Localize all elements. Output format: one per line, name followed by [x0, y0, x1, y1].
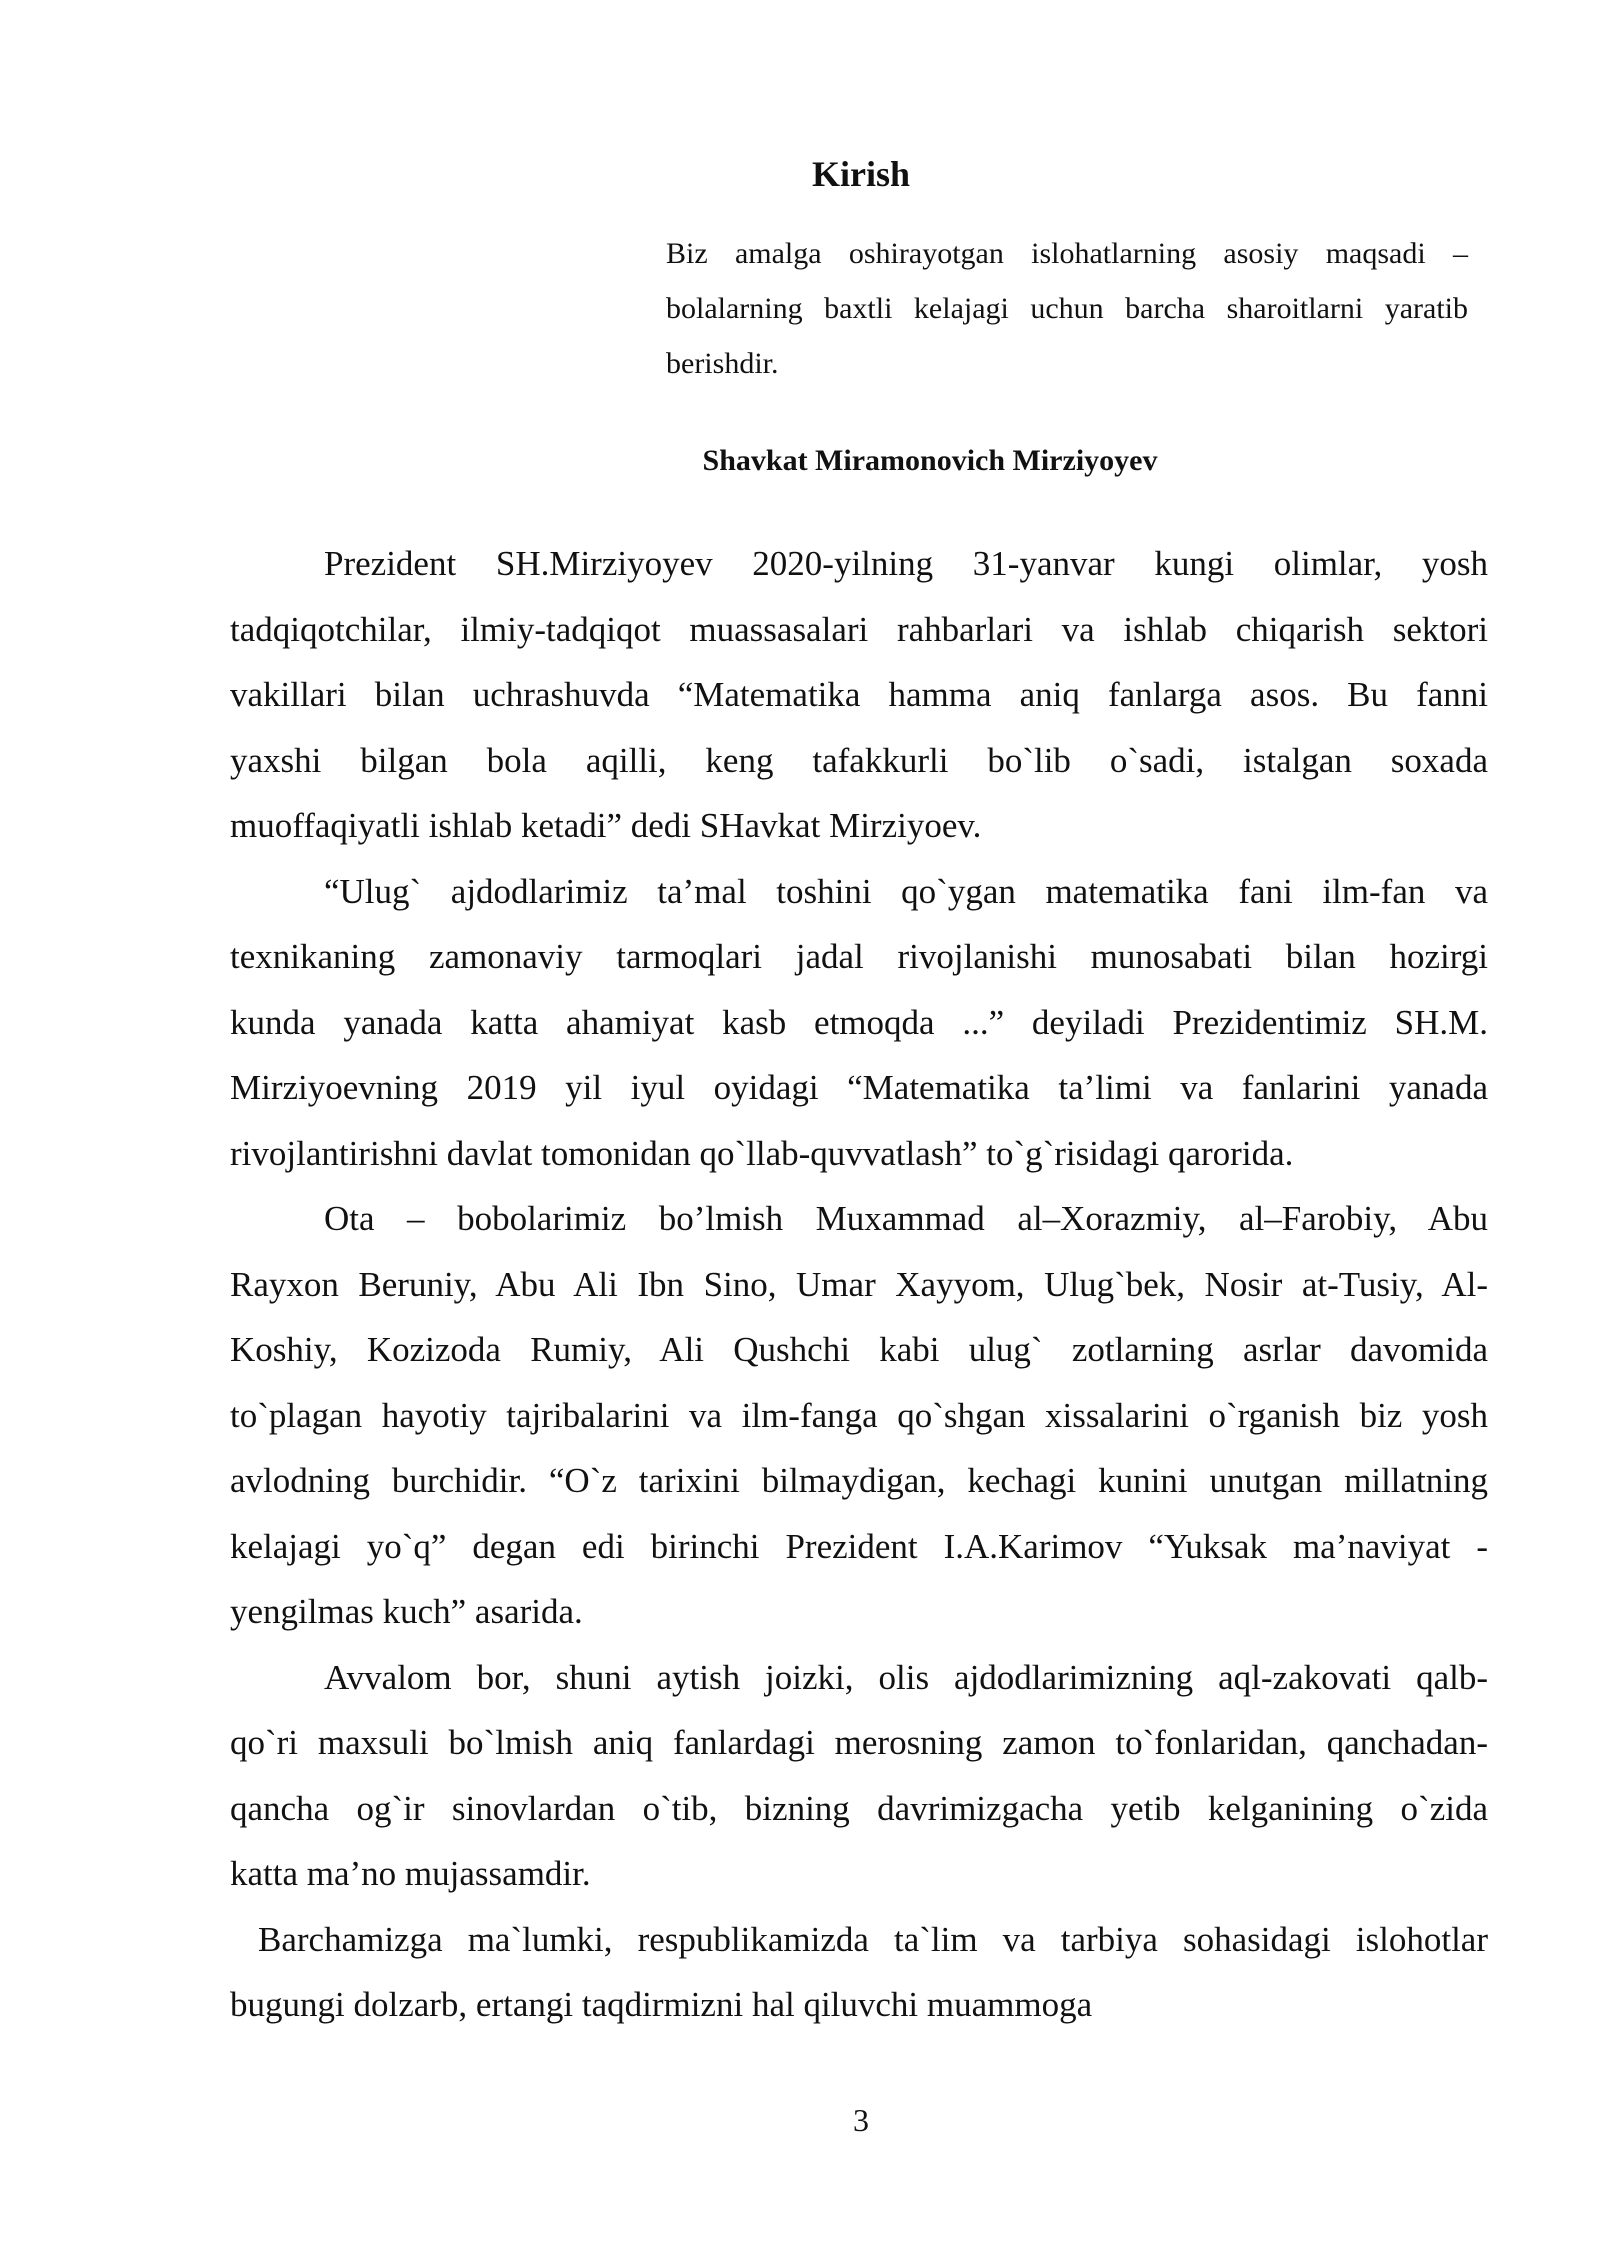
paragraph-line: vakillari bilan uchrashuvda “Matematika hamma aniq fanlarga asos. Bu fanni	[230, 675, 1488, 714]
paragraph-line: qancha og`ir sinovlardan o`tib, bizning davrimizgacha yetib kelganining o`zida	[230, 1788, 1488, 1828]
epigraph	[666, 230, 1468, 395]
page-number: 3	[853, 2102, 869, 2138]
paragraph-line: kunda yanada katta ahamiyat kasb etmoqda ...” deyiladi Prezidentimiz SH.M.	[230, 1002, 1488, 1042]
paragraph-line: texnikaning zamonaviy tarmoqlari jadal rivojlanishi munosabati bilan hozirgi	[230, 937, 1488, 976]
paragraph-line: yaxshi bilgan bola aqilli, keng tafakkurli bo`lib o`sadi, istalgan soxada	[230, 740, 1488, 780]
paragraph-line: Avvalom bor, shuni aytish joizki, olis ajdodlarimizning aql-zakovati qalb-	[324, 1657, 1488, 1697]
paragraph-line: Koshiy, Kozizoda Rumiy, Ali Qushchi kabi ulug` zotlarning asrlar davomida	[230, 1330, 1488, 1369]
paragraph-line: yengilmas kuch” asarida.	[230, 1592, 583, 1631]
paragraph-line: Ota – bobolarimiz bo’lmish Muxammad al–Xorazmiy, al–Farobiy, Abu	[324, 1199, 1488, 1238]
epigraph-line: berishdir.	[666, 347, 779, 380]
paragraph-line: kelajagi yo`q” degan edi birinchi Prezident I.A.Karimov “Yuksak ma’naviyat -	[230, 1526, 1488, 1566]
paragraph-line: Prezident SH.Mirziyoyev 2020-yilning 31-yanvar kungi olimlar, yosh	[324, 544, 1488, 583]
paragraph-line: to`plagan hayotiy tajribalarini va ilm-fanga qo`shgan xissalarini o`rganish biz yosh	[230, 1395, 1488, 1435]
epigraph-line: bolalarning baxtli kelajagi uchun barcha sharoitlarni yaratib	[666, 292, 1468, 325]
paragraph-line: “Ulug` ajdodlarimiz ta’mal toshini qo`ygan matematika fani ilm-fan va	[324, 871, 1488, 911]
paragraph-line: avlodning burchidir. “O`z tarixini bilmaydigan, kechagi kunini unutgan millatning	[230, 1461, 1488, 1500]
paragraph-line: bugungi dolzarb, ertangi taqdirmizni hal qiluvchi muammoga	[230, 1985, 1093, 2024]
paragraph-line: muoffaqiyatli ishlab ketadi” dedi SHavkat Mirziyoev.	[230, 806, 982, 845]
paragraph-line: Rayxon Beruniy, Abu Ali Ibn Sino, Umar Xayyom, Ulug`bek, Nosir at-Tusiy, Al-	[230, 1264, 1488, 1304]
paragraph-line: Mirziyoevning 2019 yil iyul oyidagi “Matematika ta’limi va fanlarini yanada	[230, 1068, 1488, 1107]
section-title: Kirish	[811, 154, 910, 194]
paragraph-line: katta ma’no mujassamdir.	[230, 1854, 591, 1893]
paragraph-line: tadqiqotchilar, ilmiy-tadqiqot muassasalari rahbarlari va ishlab chiqarish sektori	[230, 609, 1488, 649]
epigraph-line: Biz amalga oshirayotgan islohatlarning asosiy maqsadi –	[666, 237, 1468, 270]
paragraph-line: Barchamizga ma`lumki, respublikamizda ta`lim va tarbiya sohasidagi islohotlar	[258, 1919, 1488, 1959]
paragraph-line: rivojlantirishni davlat tomonidan qo`llab-quvvatlash” to`g`risidagi qarorida.	[230, 1133, 1294, 1173]
paragraph-line: qo`ri maxsuli bo`lmish aniq fanlardagi merosning zamon to`fonlaridan, qanchadan-	[230, 1723, 1488, 1762]
epigraph-author: Shavkat Miramonovich Mirziyoyev	[702, 444, 1158, 477]
body-text	[230, 538, 1488, 2045]
